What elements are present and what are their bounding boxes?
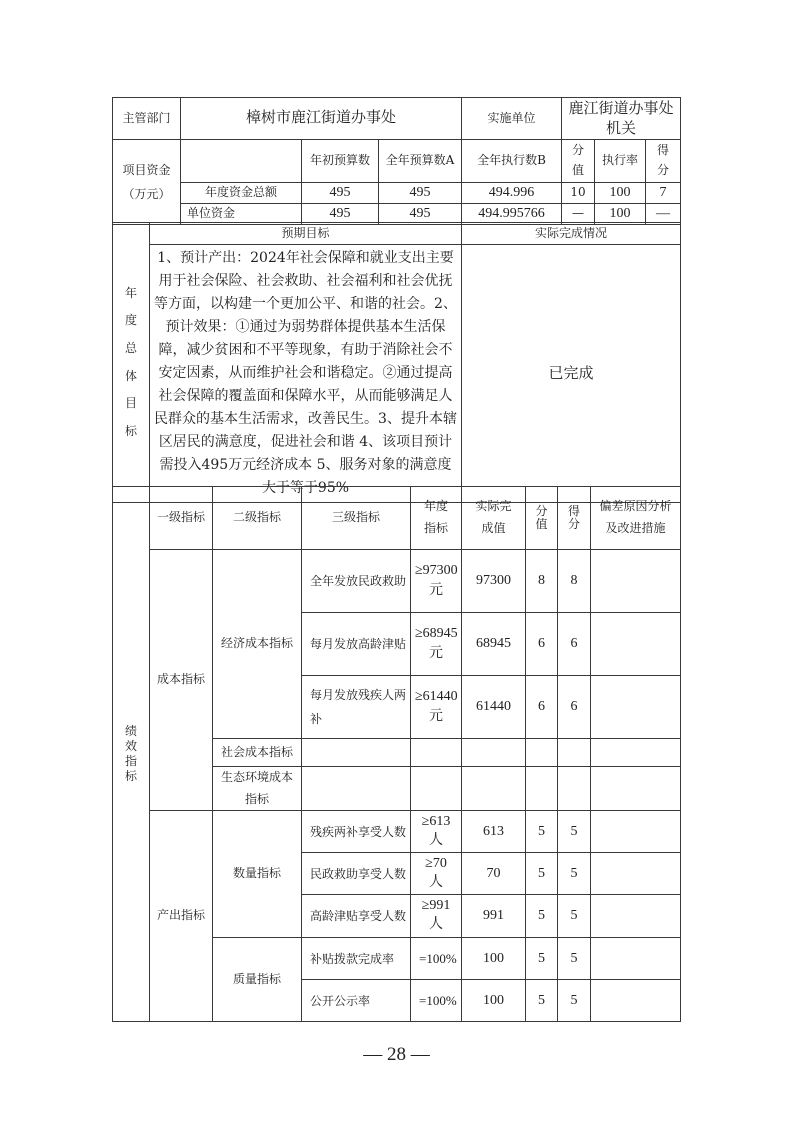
expected-goal-header: 预期目标: [150, 223, 462, 245]
indicator-score-value: 5: [526, 980, 558, 1022]
indicator-score-value: 5: [526, 938, 558, 980]
indicator-score-value: 5: [526, 811, 558, 853]
actual-completion-header: 实际完成情况: [462, 223, 681, 245]
funding-rate: 100: [595, 182, 646, 203]
indicator-score: 5: [558, 980, 591, 1022]
indicator-score-value: 5: [526, 853, 558, 895]
indicator-target: ≥613人: [411, 811, 462, 853]
indicator-score: 5: [558, 853, 591, 895]
funding-score: 7: [646, 182, 681, 203]
indicator-score: 8: [558, 550, 591, 613]
indicator-note: [591, 938, 681, 980]
funding-score-value: 10: [562, 182, 595, 203]
annual-goals-table: [112, 222, 681, 503]
col-header-level2: 二级指标: [213, 487, 302, 550]
funding-header-blank: [181, 139, 302, 182]
indicator-name: 高龄津贴享受人数: [302, 895, 411, 938]
indicator-actual: 70: [462, 853, 526, 895]
dept-value: 樟树市鹿江街道办事处: [181, 98, 462, 140]
col-header-exec-rate: 执行率: [595, 139, 646, 182]
indicator-target: [411, 767, 462, 811]
page-number: — 28 —: [363, 1044, 430, 1065]
level2-economic-cost: 经济成本指标: [213, 550, 302, 739]
col-header-actual-value: 实际完成值: [462, 487, 526, 550]
level1-cost: 成本指标: [150, 550, 213, 811]
indicator-actual: 100: [462, 938, 526, 980]
indicator-score: 6: [558, 676, 591, 739]
indicator-target: [411, 739, 462, 767]
indicator-note: [591, 613, 681, 676]
dept-label: 主管部门: [113, 98, 181, 140]
funding-annual: 495: [379, 203, 462, 224]
funding-annual: 495: [379, 182, 462, 203]
indicator-actual: 68945: [462, 613, 526, 676]
funding-rate: 100: [595, 203, 646, 224]
indicator-score: [558, 767, 591, 811]
funding-initial: 495: [302, 203, 379, 224]
indicator-actual: 613: [462, 811, 526, 853]
indicator-note: [591, 811, 681, 853]
indicator-score: 5: [558, 895, 591, 938]
indicator-score-value: [526, 767, 558, 811]
indicator-note: [591, 853, 681, 895]
indicator-name: 每月发放残疾人两补: [302, 676, 411, 739]
indicator-target: ≥61440元: [411, 676, 462, 739]
funding-score-value: —: [562, 203, 595, 224]
indicator-target: ≥68945元: [411, 613, 462, 676]
indicator-actual: [462, 767, 526, 811]
indicator-actual: 97300: [462, 550, 526, 613]
col-header-annual-budget: 全年预算数A: [379, 139, 462, 182]
indicator-name: [302, 767, 411, 811]
indicator-score: 6: [558, 613, 591, 676]
col-header-level1: 一级指标: [150, 487, 213, 550]
indicator-score-value: 5: [526, 895, 558, 938]
level2-ecological-cost: 生态环境成本指标: [213, 767, 302, 811]
indicator-name: 补贴拨款完成率: [302, 938, 411, 980]
goals-label: 年度总体目标: [113, 223, 150, 503]
indicator-score-value: 6: [526, 676, 558, 739]
actual-completion-text: 已完成: [462, 245, 681, 503]
funding-row-name: 年度资金总额: [181, 182, 302, 203]
indicator-note: [591, 676, 681, 739]
col-header-executed: 全年执行数B: [462, 139, 562, 182]
indicator-name: 残疾两补享受人数: [302, 811, 411, 853]
indicator-score: 5: [558, 938, 591, 980]
funding-score: —: [646, 203, 681, 224]
indicator-name: [302, 739, 411, 767]
indicator-name: 民政救助享受人数: [302, 853, 411, 895]
funding-row: [113, 182, 681, 203]
indicator-note: [591, 980, 681, 1022]
indicator-note: [591, 895, 681, 938]
indicator-note: [591, 550, 681, 613]
level2-quality: 质量指标: [213, 938, 302, 1022]
indicator-target: =100%: [411, 938, 462, 980]
level2-social-cost: 社会成本指标: [213, 739, 302, 767]
indicator-note: [591, 739, 681, 767]
indicator-actual: 991: [462, 895, 526, 938]
indicator-target: ≥97300元: [411, 550, 462, 613]
funding-label: 项目资金（万元）: [113, 139, 181, 225]
col-header-deviation-analysis: 偏差原因分析及改进措施: [591, 487, 681, 550]
performance-indicators-table: [112, 486, 681, 1022]
indicator-score-value: 6: [526, 613, 558, 676]
indicator-score-value: [526, 739, 558, 767]
funding-executed: 494.995766: [462, 203, 562, 224]
indicator-row: [113, 550, 681, 613]
indicator-actual: 61440: [462, 676, 526, 739]
impl-unit-label: 实施单位: [462, 98, 562, 140]
funding-initial: 495: [302, 182, 379, 203]
col-header-score-value: 分值: [562, 139, 595, 182]
expected-goal-text: 1、预计产出：2024年社会保障和就业支出主要用于社会保险、社会救助、社会福利和社会优抚等方面，以构建一个更加公平、和谐的社会。2、预计效果：①通过为弱势群体提供基本生活保障，减少贫困和不平等现象，有助于消除社会不安定因素，从而维护社会和谐稳定。②通过提高社会保障的覆盖面和保障水平，从而能够满足人民群众的基本生活需求，改善民生。3、提升本辖区居民的满意度，促进社会和谐 4、该项目预计需投入495万元经济成本 5、服务对象的满意度大于等于95%: [150, 245, 462, 503]
indicator-target: =100%: [411, 980, 462, 1022]
col-header-annual-target: 年度指标: [411, 487, 462, 550]
indicator-score: [558, 739, 591, 767]
indicator-actual: 100: [462, 980, 526, 1022]
indicator-name: 每月发放高龄津贴: [302, 613, 411, 676]
level1-output: 产出指标: [150, 811, 213, 1022]
indicator-actual: [462, 739, 526, 767]
col-header-level3: 三级指标: [302, 487, 411, 550]
indicator-score-value: 8: [526, 550, 558, 613]
col-header-score-value: 分值: [526, 487, 558, 550]
indicator-score: 5: [558, 811, 591, 853]
col-header-initial-budget: 年初预算数: [302, 139, 379, 182]
indicator-name: 公开公示率: [302, 980, 411, 1022]
col-header-score: 得分: [558, 487, 591, 550]
performance-label: 绩效指标: [113, 487, 150, 1022]
indicator-target: ≥991人: [411, 895, 462, 938]
col-header-score: 得分: [646, 139, 681, 182]
level2-quantity: 数量指标: [213, 811, 302, 938]
indicator-name: 全年发放民政救助: [302, 550, 411, 613]
impl-unit-value: 鹿江街道办事处机关: [562, 98, 681, 140]
indicator-target: ≥70人: [411, 853, 462, 895]
funding-executed: 494.996: [462, 182, 562, 203]
indicator-note: [591, 767, 681, 811]
funding-table: [112, 97, 681, 225]
indicator-row: [113, 811, 681, 853]
funding-row-name: 单位资金: [181, 203, 302, 224]
